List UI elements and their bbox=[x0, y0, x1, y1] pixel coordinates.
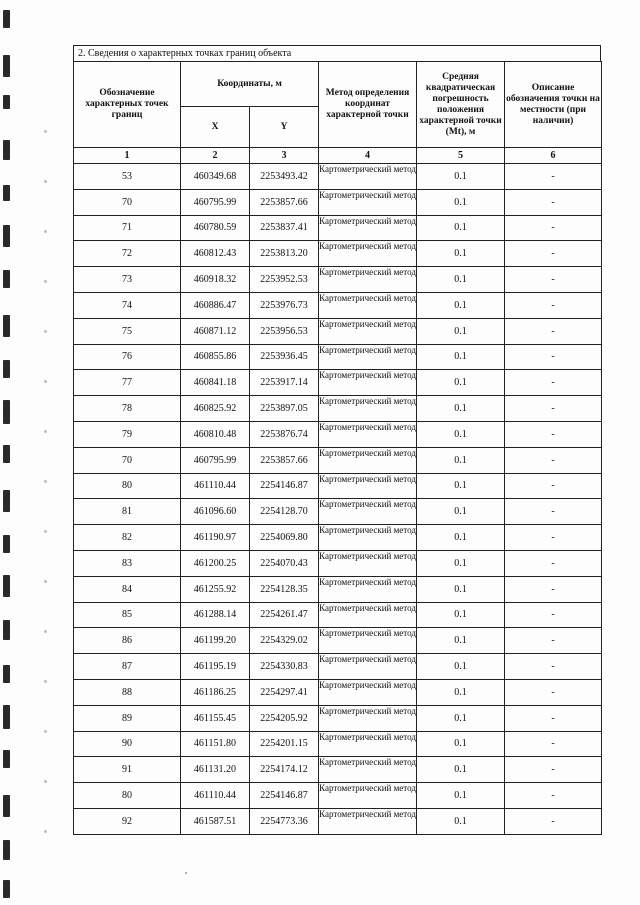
cell-method: Картометрический метод bbox=[319, 679, 417, 705]
cell-x: 461155.45 bbox=[181, 705, 250, 731]
column-number: 3 bbox=[250, 148, 319, 164]
cell-description: - bbox=[505, 550, 602, 576]
cell-method: Картометрический метод bbox=[319, 525, 417, 551]
column-number: 2 bbox=[181, 148, 250, 164]
table-row bbox=[74, 473, 602, 499]
cell-x: 460918.32 bbox=[181, 267, 250, 293]
cell-x: 460825.92 bbox=[181, 396, 250, 422]
cell-point: 76 bbox=[74, 344, 181, 370]
cell-method: Картометрический метод bbox=[319, 344, 417, 370]
cell-description: - bbox=[505, 499, 602, 525]
cell-x: 461186.25 bbox=[181, 679, 250, 705]
cell-point: 82 bbox=[74, 525, 181, 551]
cell-method: Картометрический метод bbox=[319, 602, 417, 628]
cell-point: 80 bbox=[74, 473, 181, 499]
table-row bbox=[74, 241, 602, 267]
cell-point: 89 bbox=[74, 705, 181, 731]
cell-error: 0.1 bbox=[417, 189, 505, 215]
header-y: Y bbox=[250, 107, 319, 148]
cell-point: 87 bbox=[74, 654, 181, 680]
cell-x: 461131.20 bbox=[181, 757, 250, 783]
cell-error: 0.1 bbox=[417, 215, 505, 241]
column-number: 4 bbox=[319, 148, 417, 164]
cell-description: - bbox=[505, 783, 602, 809]
cell-error: 0.1 bbox=[417, 473, 505, 499]
cell-y: 2253857.66 bbox=[250, 189, 319, 215]
cell-x: 461096.60 bbox=[181, 499, 250, 525]
cell-point: 79 bbox=[74, 421, 181, 447]
cell-error: 0.1 bbox=[417, 808, 505, 834]
table-row bbox=[74, 602, 602, 628]
cell-y: 2253837.41 bbox=[250, 215, 319, 241]
table-row bbox=[74, 292, 602, 318]
cell-point: 92 bbox=[74, 808, 181, 834]
cell-description: - bbox=[505, 189, 602, 215]
cell-description: - bbox=[505, 267, 602, 293]
perforation-holes bbox=[44, 0, 48, 905]
cell-x: 461200.25 bbox=[181, 550, 250, 576]
cell-point: 86 bbox=[74, 628, 181, 654]
cell-x: 460812.43 bbox=[181, 241, 250, 267]
cell-method: Картометрический метод bbox=[319, 164, 417, 190]
cell-y: 2254146.87 bbox=[250, 783, 319, 809]
table-row bbox=[74, 499, 602, 525]
cell-error: 0.1 bbox=[417, 241, 505, 267]
table-row bbox=[74, 757, 602, 783]
cell-description: - bbox=[505, 576, 602, 602]
cell-error: 0.1 bbox=[417, 525, 505, 551]
cell-description: - bbox=[505, 396, 602, 422]
cell-x: 461110.44 bbox=[181, 783, 250, 809]
cell-point: 81 bbox=[74, 499, 181, 525]
cell-method: Картометрический метод bbox=[319, 576, 417, 602]
cell-description: - bbox=[505, 705, 602, 731]
cell-error: 0.1 bbox=[417, 292, 505, 318]
cell-description: - bbox=[505, 421, 602, 447]
cell-point: 74 bbox=[74, 292, 181, 318]
cell-method: Картометрический метод bbox=[319, 318, 417, 344]
cell-error: 0.1 bbox=[417, 576, 505, 602]
header-coordinates: Координаты, м bbox=[181, 62, 319, 107]
boundary-points-table bbox=[73, 61, 602, 835]
section-title: 2. Сведения о характерных точках границ объекта bbox=[73, 45, 601, 61]
cell-x: 461255.92 bbox=[181, 576, 250, 602]
cell-error: 0.1 bbox=[417, 628, 505, 654]
cell-method: Картометрический метод bbox=[319, 628, 417, 654]
cell-y: 2253952.53 bbox=[250, 267, 319, 293]
column-number: 5 bbox=[417, 148, 505, 164]
table-row bbox=[74, 215, 602, 241]
cell-method: Картометрический метод bbox=[319, 705, 417, 731]
cell-y: 2254773.36 bbox=[250, 808, 319, 834]
table-row bbox=[74, 447, 602, 473]
cell-description: - bbox=[505, 808, 602, 834]
cell-y: 2253897.05 bbox=[250, 396, 319, 422]
cell-x: 460841.18 bbox=[181, 370, 250, 396]
cell-x: 460349.68 bbox=[181, 164, 250, 190]
cell-point: 88 bbox=[74, 679, 181, 705]
cell-description: - bbox=[505, 757, 602, 783]
cell-error: 0.1 bbox=[417, 421, 505, 447]
cell-description: - bbox=[505, 164, 602, 190]
table-row bbox=[74, 550, 602, 576]
table-row bbox=[74, 628, 602, 654]
cell-method: Картометрический метод bbox=[319, 808, 417, 834]
cell-method: Картометрический метод bbox=[319, 757, 417, 783]
header-x: X bbox=[181, 107, 250, 148]
cell-point: 72 bbox=[74, 241, 181, 267]
cell-method: Картометрический метод bbox=[319, 731, 417, 757]
table-row bbox=[74, 679, 602, 705]
cell-point: 91 bbox=[74, 757, 181, 783]
column-number: 6 bbox=[505, 148, 602, 164]
cell-method: Картометрический метод bbox=[319, 396, 417, 422]
cell-error: 0.1 bbox=[417, 705, 505, 731]
cell-y: 2253857.66 bbox=[250, 447, 319, 473]
cell-x: 460886.47 bbox=[181, 292, 250, 318]
cell-description: - bbox=[505, 654, 602, 680]
cell-point: 80 bbox=[74, 783, 181, 809]
cell-y: 2253917.14 bbox=[250, 370, 319, 396]
cell-description: - bbox=[505, 241, 602, 267]
cell-error: 0.1 bbox=[417, 164, 505, 190]
cell-point: 90 bbox=[74, 731, 181, 757]
table-row bbox=[74, 396, 602, 422]
cell-method: Картометрический метод bbox=[319, 783, 417, 809]
cell-y: 2253936.45 bbox=[250, 344, 319, 370]
cell-point: 73 bbox=[74, 267, 181, 293]
cell-error: 0.1 bbox=[417, 396, 505, 422]
cell-y: 2254205.92 bbox=[250, 705, 319, 731]
table-row bbox=[74, 576, 602, 602]
cell-y: 2253813.20 bbox=[250, 241, 319, 267]
table-row bbox=[74, 525, 602, 551]
cell-error: 0.1 bbox=[417, 318, 505, 344]
table-row bbox=[74, 318, 602, 344]
header-method: Метод определения координат характерной точки bbox=[319, 62, 417, 148]
table-row bbox=[74, 344, 602, 370]
cell-error: 0.1 bbox=[417, 550, 505, 576]
scan-speck bbox=[185, 872, 187, 874]
table-row bbox=[74, 189, 602, 215]
column-number-row bbox=[74, 148, 602, 164]
cell-error: 0.1 bbox=[417, 731, 505, 757]
cell-method: Картометрический метод bbox=[319, 499, 417, 525]
cell-x: 461195.19 bbox=[181, 654, 250, 680]
table-row bbox=[74, 731, 602, 757]
cell-point: 83 bbox=[74, 550, 181, 576]
table-row bbox=[74, 654, 602, 680]
cell-error: 0.1 bbox=[417, 267, 505, 293]
cell-error: 0.1 bbox=[417, 654, 505, 680]
cell-error: 0.1 bbox=[417, 499, 505, 525]
cell-error: 0.1 bbox=[417, 447, 505, 473]
column-number: 1 bbox=[74, 148, 181, 164]
cell-description: - bbox=[505, 370, 602, 396]
cell-y: 2254174.12 bbox=[250, 757, 319, 783]
cell-method: Картометрический метод bbox=[319, 189, 417, 215]
cell-x: 460795.99 bbox=[181, 189, 250, 215]
cell-method: Картометрический метод bbox=[319, 267, 417, 293]
cell-error: 0.1 bbox=[417, 370, 505, 396]
cell-description: - bbox=[505, 344, 602, 370]
cell-method: Картометрический метод bbox=[319, 550, 417, 576]
cell-point: 70 bbox=[74, 447, 181, 473]
cell-point: 75 bbox=[74, 318, 181, 344]
cell-method: Картометрический метод bbox=[319, 421, 417, 447]
cell-y: 2254201.15 bbox=[250, 731, 319, 757]
cell-x: 460795.99 bbox=[181, 447, 250, 473]
cell-y: 2254297.41 bbox=[250, 679, 319, 705]
cell-point: 70 bbox=[74, 189, 181, 215]
cell-x: 461587.51 bbox=[181, 808, 250, 834]
cell-x: 461110.44 bbox=[181, 473, 250, 499]
cell-y: 2254069.80 bbox=[250, 525, 319, 551]
cell-x: 461190.97 bbox=[181, 525, 250, 551]
cell-x: 460810.48 bbox=[181, 421, 250, 447]
cell-method: Картометрический метод bbox=[319, 654, 417, 680]
cell-y: 2254146.87 bbox=[250, 473, 319, 499]
cell-y: 2253493.42 bbox=[250, 164, 319, 190]
cell-method: Картометрический метод bbox=[319, 447, 417, 473]
cell-point: 71 bbox=[74, 215, 181, 241]
cell-error: 0.1 bbox=[417, 679, 505, 705]
cell-y: 2254330.83 bbox=[250, 654, 319, 680]
table-row bbox=[74, 808, 602, 834]
table-row bbox=[74, 783, 602, 809]
cell-y: 2254070.43 bbox=[250, 550, 319, 576]
table-body bbox=[74, 164, 602, 835]
cell-point: 53 bbox=[74, 164, 181, 190]
table-row bbox=[74, 164, 602, 190]
cell-error: 0.1 bbox=[417, 783, 505, 809]
cell-y: 2253976.73 bbox=[250, 292, 319, 318]
cell-description: - bbox=[505, 473, 602, 499]
header-designation: Обозначение характерных точек границ bbox=[74, 62, 181, 148]
table-row bbox=[74, 421, 602, 447]
cell-x: 460871.12 bbox=[181, 318, 250, 344]
cell-method: Картометрический метод bbox=[319, 370, 417, 396]
cell-y: 2253956.53 bbox=[250, 318, 319, 344]
cell-y: 2254261.47 bbox=[250, 602, 319, 628]
cell-description: - bbox=[505, 525, 602, 551]
document-sheet bbox=[73, 45, 601, 835]
cell-y: 2254128.70 bbox=[250, 499, 319, 525]
cell-method: Картометрический метод bbox=[319, 292, 417, 318]
table-row bbox=[74, 705, 602, 731]
cell-error: 0.1 bbox=[417, 602, 505, 628]
cell-description: - bbox=[505, 215, 602, 241]
cell-x: 461199.20 bbox=[181, 628, 250, 654]
cell-description: - bbox=[505, 679, 602, 705]
cell-error: 0.1 bbox=[417, 344, 505, 370]
cell-description: - bbox=[505, 602, 602, 628]
cell-y: 2253876.74 bbox=[250, 421, 319, 447]
cell-method: Картометрический метод bbox=[319, 215, 417, 241]
cell-y: 2254128.35 bbox=[250, 576, 319, 602]
cell-description: - bbox=[505, 318, 602, 344]
cell-point: 78 bbox=[74, 396, 181, 422]
cell-point: 84 bbox=[74, 576, 181, 602]
binding-strip bbox=[0, 0, 14, 905]
cell-description: - bbox=[505, 292, 602, 318]
cell-method: Картометрический метод bbox=[319, 241, 417, 267]
table-row bbox=[74, 267, 602, 293]
cell-y: 2254329.02 bbox=[250, 628, 319, 654]
cell-description: - bbox=[505, 447, 602, 473]
table-row bbox=[74, 370, 602, 396]
cell-description: - bbox=[505, 731, 602, 757]
cell-point: 77 bbox=[74, 370, 181, 396]
cell-x: 460855.86 bbox=[181, 344, 250, 370]
header-error: Средняя квадратическая погрешность положения характерной точки (Mt), м bbox=[417, 62, 505, 148]
cell-error: 0.1 bbox=[417, 757, 505, 783]
cell-method: Картометрический метод bbox=[319, 473, 417, 499]
header-description: Описание обозначения точки на местности (при наличии) bbox=[505, 62, 602, 148]
cell-x: 460780.59 bbox=[181, 215, 250, 241]
cell-description: - bbox=[505, 628, 602, 654]
cell-point: 85 bbox=[74, 602, 181, 628]
cell-x: 461288.14 bbox=[181, 602, 250, 628]
cell-x: 461151.80 bbox=[181, 731, 250, 757]
